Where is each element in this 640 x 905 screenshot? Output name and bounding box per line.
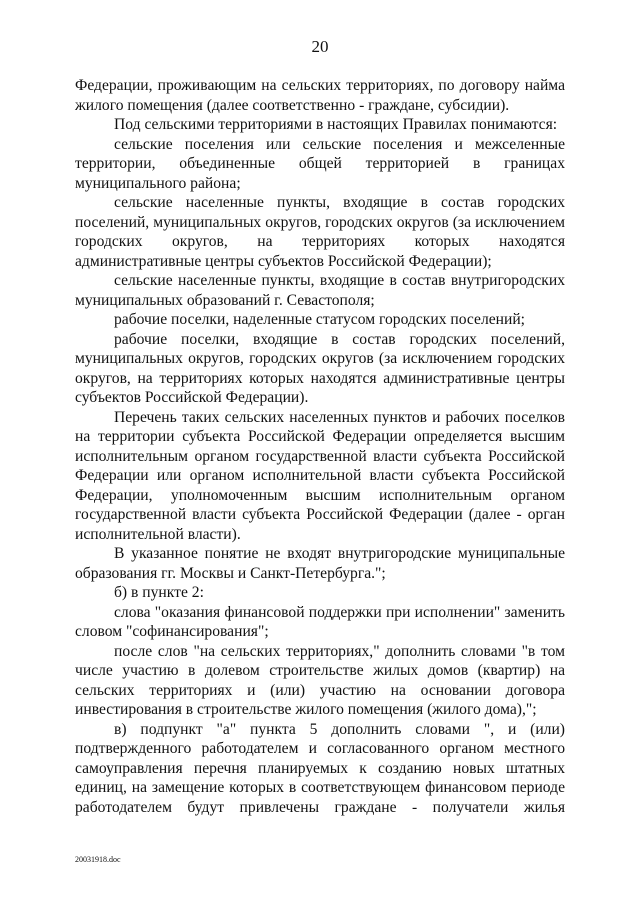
page-number: 20 [311, 37, 329, 56]
paragraph: В указанное понятие не входят внутригородские муниципальные образования гг. Москвы и Санкт-Петербурга."; [75, 545, 565, 582]
paragraph: рабочие поселки, входящие в состав городских поселений, муниципальных округов, городских округов (за исключением городских округов, на территориях которых находятся административные центры субъектов Российской Федерации). [75, 330, 565, 406]
paragraph-continuation: Федерации, проживающим на сельских территориях, по договору найма жилого помещения (далее соответственно - граждане, субсидии). [75, 77, 565, 114]
footer-filename: 20031918.doc [75, 855, 121, 864]
paragraph: после слов "на сельских территориях," дополнить словами "в том числе участию в долевом строительстве жилых домов (квартир) на сельских территориях и (или) участию на основании договора инвестирования в строительстве жилого помещения (жилого дома),"; [75, 642, 565, 718]
paragraph: Перечень таких сельских населенных пунктов и рабочих поселков на территории субъекта Российской Федерации определяется высшим исполнительным органом государственной власти субъекта Российской Федерации или органом исполнительной власти субъекта Российской Федерации, уполномоченным высшим исполнительным органом государственной власти субъекта Российской Федерации (далее - орган исполнительной власти). [75, 408, 565, 543]
paragraph: сельские населенные пункты, входящие в состав городских поселений, муниципальных округов, городских округов (за исключением городских округов, на территориях которых находятся административные центры субъектов Российской Федерации); [75, 194, 565, 270]
paragraph: слова "оказания финансовой поддержки при исполнении" заменить словом "софинансирования"; [75, 603, 565, 640]
paragraph: б) в пункте 2: [114, 584, 204, 601]
paragraph-continues: в) подпункт "а" пункта 5 дополнить словами ", и (или) подтвержденного работодателем и согласованного органом местного самоуправления перечня планируемых к созданию новых штатных единиц, на замещение которых в соответствующем финансовом периоде работодателем будут привлечены граждане - получатели жилья [75, 720, 565, 816]
paragraph: сельские населенные пункты, входящие в состав внутригородских муниципальных образований г. Севастополя; [75, 272, 565, 309]
paragraph: сельские поселения или сельские поселения и межселенные территории, объединенные общей территорией в границах муниципального района; [75, 135, 565, 192]
paragraph: Под сельскими территориями в настоящих Правилах понимаются: [114, 116, 558, 133]
paragraph: рабочие поселки, наделенные статусом городских поселений; [114, 311, 526, 328]
document-body [75, 76, 565, 817]
